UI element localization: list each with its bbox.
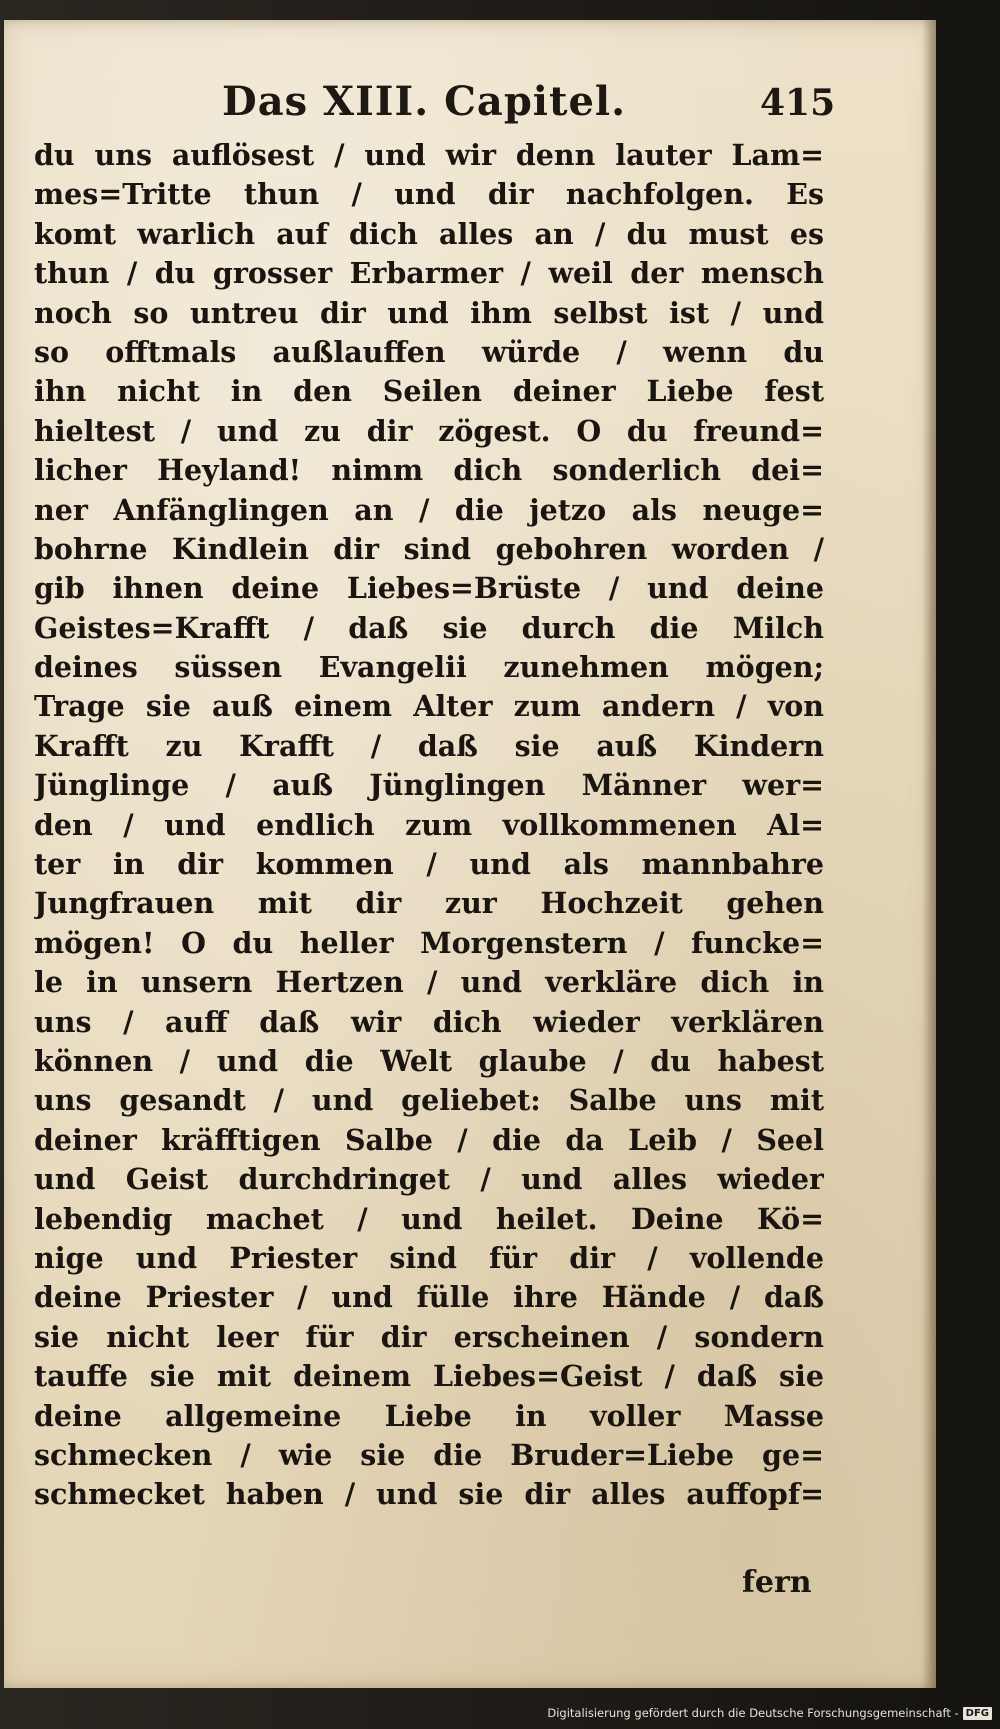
footer-credit: Digitalisierung gefördert durch die Deutsche Forschungsgemeinschaft - <box>547 1706 959 1720</box>
text-line: uns gesandt / und geliebet: Salbe uns mit <box>34 1083 824 1118</box>
book-page <box>4 20 936 1688</box>
text-line: thun / du grosser Erbarmer / weil der mensch <box>34 256 824 291</box>
text-line: deine Priester / und fülle ihre Hände / daß <box>34 1280 824 1315</box>
text-line: lebendig machet / und heilet. Deine Kö= <box>34 1201 824 1236</box>
text-line: nige und Priester sind für dir / vollende <box>34 1240 824 1275</box>
text-line: schmecken / wie sie die Bruder=Liebe ge= <box>34 1437 824 1472</box>
digitization-footer <box>547 1703 992 1723</box>
page-number: 415 <box>760 82 836 124</box>
text-line: sie nicht leer für dir erscheinen / sondern <box>34 1319 824 1354</box>
text-line: bohrne Kindlein dir sind gebohren worden / <box>34 531 824 566</box>
text-line: deines süssen Evangelii zunehmen mögen; <box>34 650 824 685</box>
text-line: den / und endlich zum vollkommenen Al= <box>34 807 824 842</box>
text-line: hieltest / und zu dir zögest. O du freund= <box>34 413 824 448</box>
text-line: Jungfrauen mit dir zur Hochzeit gehen <box>34 886 824 921</box>
text-line: uns / auff daß wir dich wieder verklären <box>34 1004 824 1039</box>
text-line: mögen! O du heller Morgenstern / funcke= <box>34 925 824 960</box>
running-head: Das XIII. Capitel. <box>222 78 627 125</box>
text-line: so offtmals außlauffen würde / wenn du <box>34 334 824 369</box>
text-line: ihn nicht in den Seilen deiner Liebe fest <box>34 374 824 409</box>
text-line: deiner kräfftigen Salbe / die da Leib / Seel <box>34 1122 824 1157</box>
text-line: Krafft zu Krafft / daß sie auß Kindern <box>34 728 824 763</box>
text-line: noch so untreu dir und ihm selbst ist / und <box>34 295 824 330</box>
page-header <box>4 78 936 138</box>
text-line: Geistes=Krafft / daß sie durch die Milch <box>34 610 824 645</box>
text-line: können / und die Welt glaube / du habest <box>34 1043 824 1078</box>
text-line: gib ihnen deine Liebes=Brüste / und deine <box>34 571 824 606</box>
text-line: ter in dir kommen / und als mannbahre <box>34 847 824 882</box>
text-line: le in unsern Hertzen / und verkläre dich in <box>34 965 824 1000</box>
text-line: du uns auflösest / und wir denn lauter Lam= <box>34 138 824 172</box>
text-line: Trage sie auß einem Alter zum andern / von <box>34 689 824 724</box>
body-text <box>34 136 824 1515</box>
text-line: deine allgemeine Liebe in voller Masse <box>34 1398 824 1433</box>
page-binding-edge <box>922 20 936 1688</box>
text-line: komt warlich auf dich alles an / du must es <box>34 216 824 251</box>
text-line: ner Anfänglingen an / die jetzo als neuge= <box>34 492 824 527</box>
dfg-logo: DFG <box>963 1707 992 1720</box>
text-line: tauffe sie mit deinem Liebes=Geist / daß sie <box>34 1359 824 1394</box>
text-line: licher Heyland! nimm dich sonderlich dei= <box>34 453 824 488</box>
text-line: mes=Tritte thun / und dir nachfolgen. Es <box>34 177 824 212</box>
text-line: Jünglinge / auß Jünglingen Männer wer= <box>34 768 824 803</box>
text-line: und Geist durchdringet / und alles wieder <box>34 1162 824 1197</box>
text-line: schmecket haben / und sie dir alles auffopf= <box>34 1477 824 1512</box>
catchword: fern <box>742 1565 812 1600</box>
